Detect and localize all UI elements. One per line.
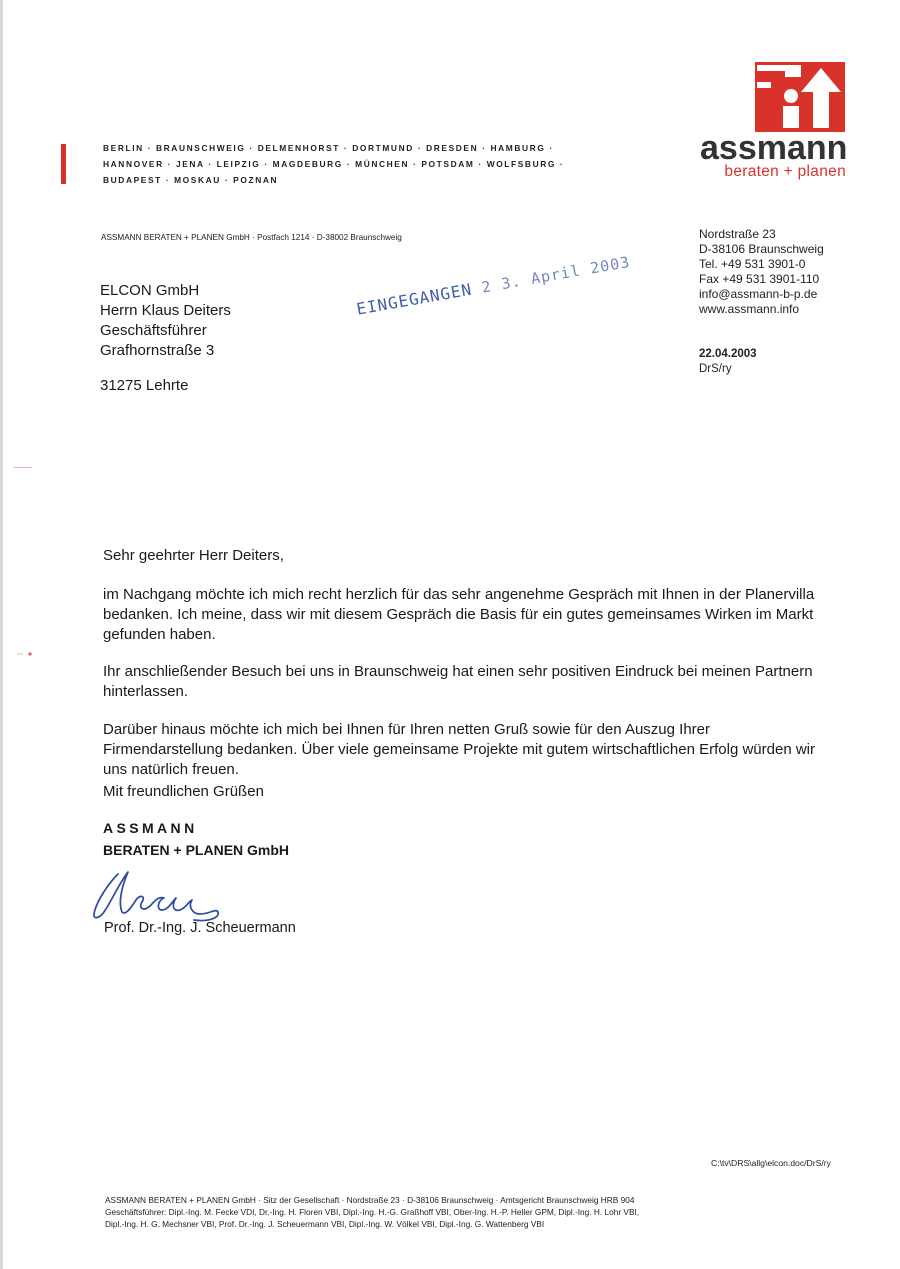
signature-company-subtitle: BERATEN + PLANEN GmbH [103, 842, 290, 858]
stamp-date: 2 3. April 2003 [480, 252, 632, 297]
recipient-line: Herrn Klaus Deiters [100, 302, 231, 319]
house-arrow-logo-icon [755, 62, 845, 132]
reference-code: DrS/ry [699, 363, 732, 375]
signer-name: Prof. Dr.-Ing. J. Scheuermann [104, 920, 296, 936]
recipient-line: ELCON GmbH [100, 282, 200, 299]
recipient-address [100, 281, 231, 396]
office-locations-line: BUDAPEST · MOSKAU · POZNAN [103, 175, 279, 185]
logo-wordmark: assmann [700, 129, 848, 167]
sender-return-address: ASSMANN BERATEN + PLANEN GmbH · Postfach 1214 · D-38002 Braunschweig [101, 233, 402, 242]
contact-block [699, 227, 824, 317]
date-block [699, 347, 757, 377]
footer-line: Geschäftsführer: Dipl.-Ing. M. Fecke VDI, Dr.-Ing. H. Floren VBI, Dipl.-Ing. H.-G. Graßhoff VBI, Ober-Ing. H.-P. Heller GPM, Dipl.-Ing. H. Lohr VBI, [105, 1207, 640, 1217]
footer-line: ASSMANN BERATEN + PLANEN GmbH · Sitz der Gesellschaft · Nordstraße 23 · D-38106 Braunschweig · Amtsgericht Braunschweig HRB 904 [105, 1195, 635, 1205]
body-paragraph: Ihr anschließender Besuch bei uns in Braunschweig hat einen sehr positiven Eindruck bei meinen Partnern hinterlassen. [103, 663, 813, 700]
office-locations [103, 140, 564, 188]
contact-website: www.assmann.info [699, 302, 800, 316]
received-stamp [355, 252, 632, 319]
body-paragraph: im Nachgang möchte ich mich recht herzlich für das sehr angenehme Gespräch mit Ihnen in der Planervilla bedanken. Ich meine, dass wir mit diesem Gespräch die Basis für ein gutes gemeinsames Wirken im Markt gefunden haben. [103, 586, 815, 643]
company-footer [105, 1194, 639, 1230]
letter-date: 22.04.2003 [699, 348, 757, 360]
closing: Mit freundlichen Grüßen [103, 783, 264, 800]
footer-line: Dipl.-Ing. H. G. Mechsner VBI, Prof. Dr.-Ing. J. Scheuermann VBI, Dipl.-Ing. W. Völkel VBI, Dipl.-Ing. G. Wattenberg VBI [105, 1219, 545, 1229]
salutation: Sehr geehrter Herr Deiters, [103, 547, 284, 564]
contact-line: Fax +49 531 3901-110 [699, 272, 820, 286]
contact-line: D-38106 Braunschweig [699, 242, 824, 256]
logo-tagline: beraten + planen [724, 163, 846, 180]
office-locations-line: HANNOVER · JENA · LEIPZIG · MAGDEBURG · MÜNCHEN · POTSDAM · WOLFSBURG · [103, 159, 565, 169]
signature-company-name: ASSMANN [103, 820, 198, 836]
contact-email: info@assmann-b-p.de [699, 287, 818, 301]
accent-bar [61, 144, 66, 184]
stamp-label: EINGEGANGEN [355, 279, 474, 319]
office-locations-line: BERLIN · BRAUNSCHWEIG · DELMENHORST · DORTMUND · DRESDEN · HAMBURG · [103, 143, 554, 153]
recipient-line: Geschäftsführer [100, 322, 207, 339]
contact-line: Tel. +49 531 3901-0 [699, 257, 806, 271]
body-paragraph: Darüber hinaus möchte ich mich bei Ihnen für Ihren netten Gruß sowie für den Auszug Ihrer Firmendarstellung bedanken. Über viele gemeinsame Projekte mit gutem wirtschaftlichen Erfolg würden wir uns natürlich freuen. [103, 721, 815, 778]
contact-line: Nordstraße 23 [699, 227, 776, 241]
punch-mark [17, 652, 39, 656]
fold-mark [14, 467, 32, 468]
file-path: C:\tv\DRS\allg\elcon.doc/DrS/ry [711, 1158, 831, 1168]
recipient-zip-city: 31275 Lehrte [100, 377, 189, 394]
scan-edge [0, 0, 3, 1269]
recipient-line: Grafhornstraße 3 [100, 342, 215, 359]
